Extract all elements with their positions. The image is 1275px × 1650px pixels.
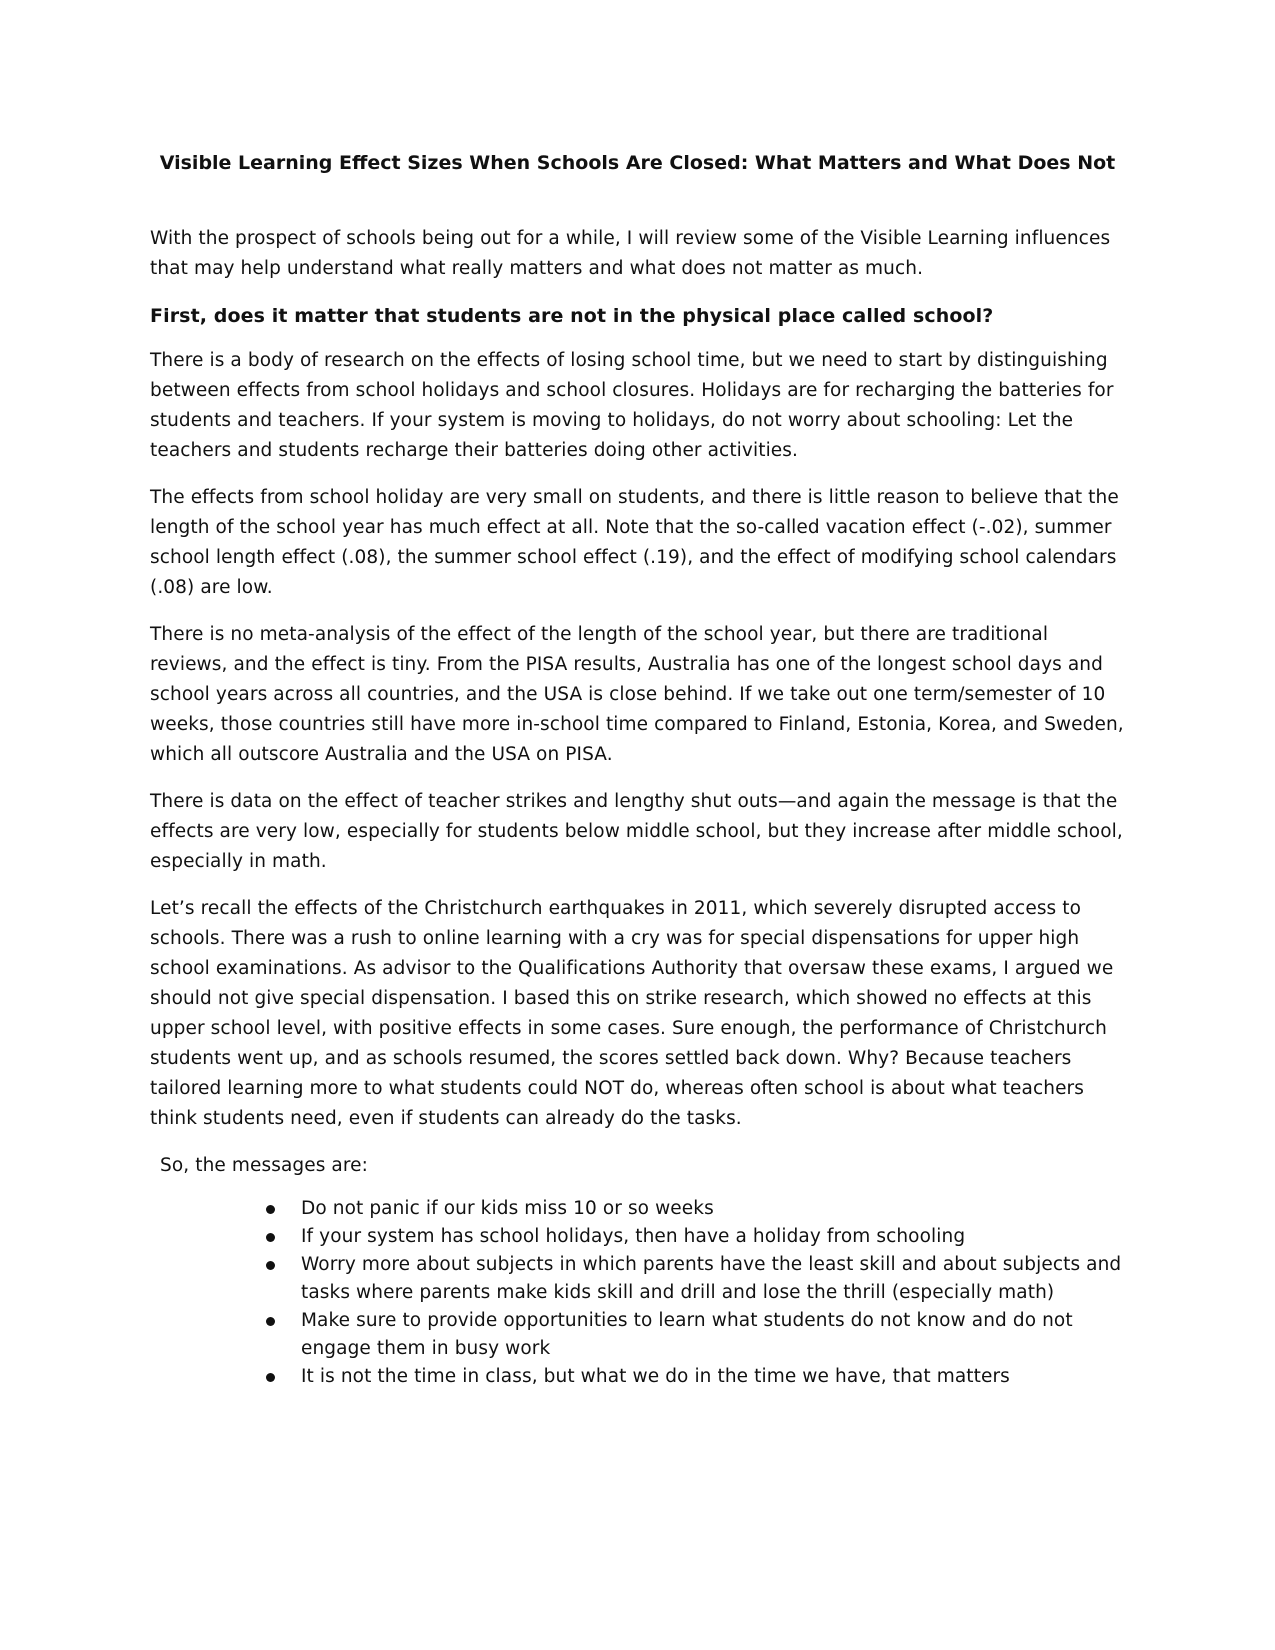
- body-paragraph: The effects from school holiday are very small on students, and there is little reason to believe that the length of the school year has much effect at all. Note that the so-called vacation effect (-.02), summer school length effect (.08), the summer school effect (.19), and the effect of modifying school calendars (.08) are low.: [150, 487, 1119, 598]
- body-paragraph: There is data on the effect of teacher strikes and lengthy shut outs—and again the message is that the effects are very low, especially for students below middle school, but they increase after middle school, especially in math.: [150, 791, 1123, 872]
- list-item: Do not panic if our kids miss 10 or so weeks: [264, 1195, 1130, 1223]
- list-item: Make sure to provide opportunities to learn what students do not know and do not engage them in busy work: [264, 1307, 1130, 1363]
- body-paragraph: Let’s recall the effects of the Christchurch earthquakes in 2011, which severely disrupted access to schools. There was a rush to online learning with a cry was for special dispensations for upper high school examinations. As advisor to the Qualifications Authority that oversaw these exams, I argued we should not give special dispensation. I based this on strike research, which showed no effects at this upper school level, with positive effects in some cases. Sure enough, the performance of Christchurch students went up, and as schools resumed, the scores settled back down. Why? Because teachers tailored learning more to what students could NOT do, whereas often school is about what teachers think students need, even if students can already do the tasks.: [150, 898, 1114, 1129]
- body-paragraph: There is a body of research on the effects of losing school time, but we need to start by distinguishing between effects from school holidays and school closures. Holidays are for recharging the batteries for students and teachers. If your system is moving to holidays, do not worry about schooling: Let the teachers and students recharge their batteries doing other activities.: [150, 350, 1114, 461]
- list-item: If your system has school holidays, then have a holiday from schooling: [264, 1223, 1130, 1251]
- list-item: It is not the time in class, but what we do in the time we have, that matters: [264, 1363, 1130, 1391]
- document-title: Visible Learning Effect Sizes When Schools Are Closed: What Matters and What Does Not: [159, 152, 1116, 174]
- messages-list: [150, 1195, 1130, 1391]
- list-item: Worry more about subjects in which parents have the least skill and about subjects and tasks where parents make kids skill and drill and lose the thrill (especially math): [264, 1251, 1130, 1307]
- document-body: [150, 224, 1130, 1391]
- intro-paragraph: With the prospect of schools being out for a while, I will review some of the Visible Learning influences that may help understand what really matters and what does not matter as much.: [150, 228, 1111, 279]
- section-heading: First, does it matter that students are not in the physical place called school?: [150, 305, 994, 327]
- messages-intro: So, the messages are:: [160, 1155, 368, 1176]
- body-paragraph: There is no meta-analysis of the effect of the length of the school year, but there are traditional reviews, and the effect is tiny. From the PISA results, Australia has one of the longest school days and school years across all countries, and the USA is close behind. If we take out one term/semester of 10 weeks, those countries still have more in-school time compared to Finland, Estonia, Korea, and Sweden, which all outscore Australia and the USA on PISA.: [150, 624, 1124, 765]
